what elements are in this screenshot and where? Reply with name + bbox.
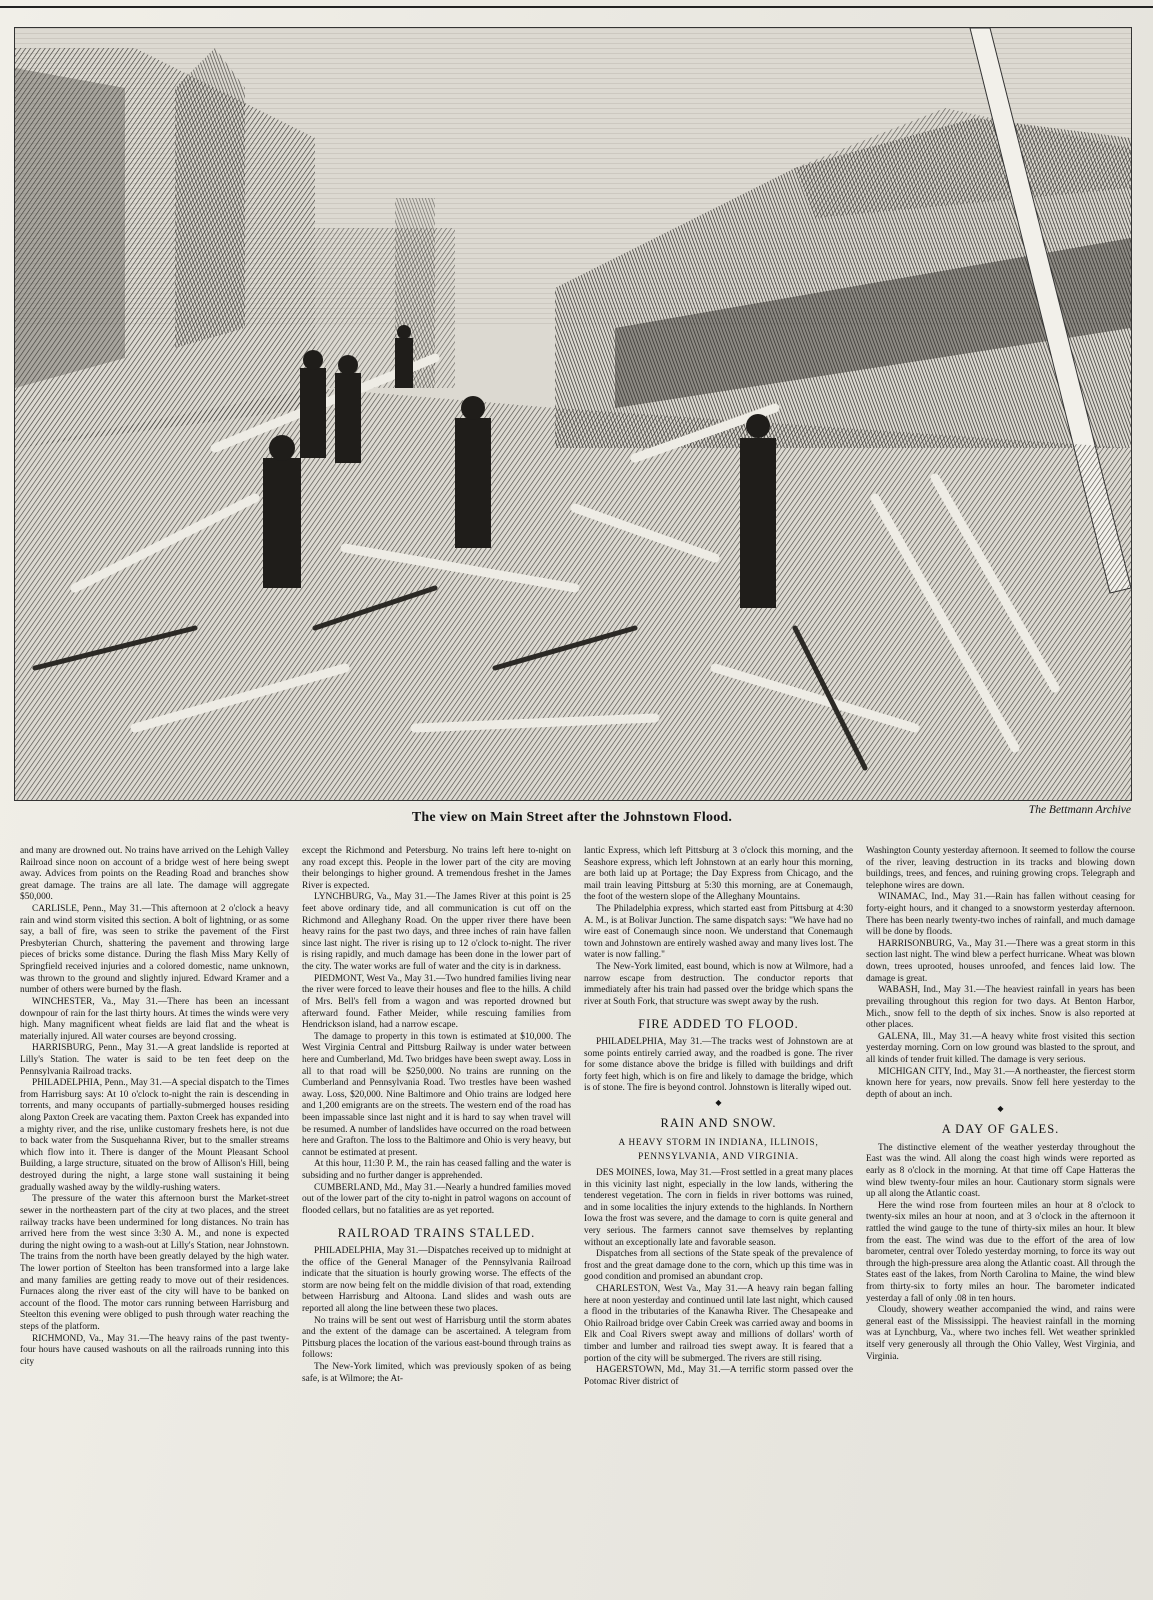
article-paragraph: GALENA, Ill., May 31.—A heavy white frost visited this section yesterday morning. Corn on low ground was blasted to the sprout, and all kinds of tender fruit killed. The damage is very serious. [866,1031,1135,1065]
section-headline: A DAY OF GALES. [941,1122,1060,1137]
article-column-3 [584,846,853,1591]
article-paragraph: MICHIGAN CITY, Ind., May 31.—A northeaster, the fiercest storm known here for years, now prevails. Snow fell here yesterday to the depth of about an inch. [866,1066,1135,1100]
article-paragraph: PHILADELPHIA, May 31.—Dispatches received up to midnight at the office of the General Manager of the Pennsylvania Railroad indicate that the situation is hourly growing worse. The effects of the storm are now being felt on the middle division of that road, extending between Harrisburg and Altoona. Land slides and wash outs are reported all along the line between these two places. [302,1245,571,1314]
article-paragraph: LYNCHBURG, Va., May 31.—The James River at this point is 25 feet above ordinary tide, and all communication is cut off on the Richmond and Alleghany Road. On the upper river there have been heavy rains for the past two days, and three inches of rain have fallen since last night. The river is rising up to 12 o'clock to-night. The river is rising rapidly, and much damage has been done in the lower part of the city. The water works are full of water and the city is in darkness. [302,892,571,973]
section-headline: RAIN AND SNOW. [660,1115,777,1130]
article-paragraph: WINCHESTER, Va., May 31.—There has been an incessant downpour of rain for the last thirty hours. At times the winds were very high. Many magnificent wheat fields are laid flat and the wheat is materially injured. All water courses are beyond crossing. [20,996,289,1042]
illustration-caption: The view on Main Street after the Johnstown Flood. [411,810,733,825]
section-headline: FIRE ADDED TO FLOOD. [638,1016,799,1031]
article-paragraph: lantic Express, which left Pittsburg at 3 o'clock this morning, and the Seashore express, which left Johnstown at an early hour this morning, are both laid up at Portage; the Day Express from Chicago, and the mail train leaving Pittsburg at 5:30 this morning, are at Conemaugh, the foot of the western slope of the Alleghany Mountains. [584,846,853,903]
article-paragraph: DES MOINES, Iowa, May 31.—Frost settled in a great many places in this vicinity last night, especially in the low lands, withering the tenderest vegetation. The corn in fields in river bottoms was ruined, and in some localities the injury extends to the highlands. In Northern Iowa the frost was severe, and the damage to corn is quite general and very serious. The farmers cannot save themselves by replanting without an exceptionally late and favorable season. [584,1167,853,1248]
article-paragraph: CHARLESTON, West Va., May 31.—A heavy rain began falling here at noon yesterday and continued until late last night, which caused a flood in the tributaries of the Kanawha River. The Chesapeake and Ohio Railroad bridge over Cabin Creek was carried away and booms in Elk and Coal Rivers swept away and millions of dollars' worth of timber and lumber and railroad ties swept away. It is feared that a portion of the city will be submerged. The rivers are still rising. [584,1284,853,1364]
article-paragraph: CARLISLE, Penn., May 31.—This afternoon at 2 o'clock a heavy rain and wind storm visited this section. A bolt of lightning, or as some say, a ball of fire, was seen to strike the pavement of the First Presbyterian Church, shattering the pavement and throwing large pieces of bricks some distance. During the flash Miss Mary Kelly of Springfield received injuries and a colored domestic, name unknown, was thrown to the ground and slightly injured. Edward Kramer and a number of others were burned by the flash. [20,904,289,996]
section-subheadline: A HEAVY STORM IN INDIANA, ILLINOIS, PENNSYLVANIA, AND VIRGINIA. [618,1137,819,1162]
article-columns [20,846,1135,1591]
article-paragraph: and many are drowned out. No trains have arrived on the Lehigh Valley Railroad since noon on account of a bridge west of here being swept away. Advices from points on the Reading Road and branches show great damage. The trains are all late. The damage will aggregate $50,000. [20,846,289,903]
article-paragraph: The damage to property in this town is estimated at $10,000. The West Virginia Central and Pittsburg Railway is under water between here and Cumberland, Md. Two bridges have been swept away. Loss in all to that road will be $250,000. No trains are running on the Cumberland and Pennsylvania Road. Two trestles have been washed away. Loss, $20,000. Nine Baltimore and Ohio trains are lodged here and 1,200 emigrants are on the streets. The western end of the road has been impassable since last night and it is hard to say when travel will be resumed. A number of landslides have occurred on the road between here and Grafton. The loss to the Baltimore and Ohio is very heavy, but cannot be estimated at present. [302,1031,571,1158]
article-paragraph: The pressure of the water this afternoon burst the Market-street sewer in the northeastern part of the city at two places, and the street railway tracks have been undermined for long distances. No train has arrived here from the west since 3:30 A. M., and none is expected during the night owing to a wash-out at Lilly's Station, near Johnstown. The trains from the north have been greatly delayed by the high water. The lower portion of Steelton has been transformed into a large lake and many families are getting ready to move out of their residences. Furnaces along the river east of the city will have to be banked on account of the flood. The motor cars running between Harrisburg and Steelton this evening were obliged to push through water reaching the steps of the platform. [20,1194,289,1332]
top-rule [0,6,1153,8]
article-paragraph: The New-York limited, east bound, which is now at Wilmore, had a narrow escape from destruction. The conductor reports that immediately after his train had passed over the bridge which spans the river at South Fork, that structure was swept away by the rush. [584,962,853,1007]
article-paragraph: At this hour, 11:30 P. M., the rain has ceased falling and the water is subsiding and no further danger is apprehended. [302,1159,571,1182]
article-paragraph: PHILADELPHIA, Penn., May 31.—A special dispatch to the Times from Harrisburg says: At 10 o'clock to-night the rain is descending in torrents, and many occupants of partially-submerged houses residing along Paxton Creek are vacating them. Paxton Creek has expanded into a mighty river, and the rise, unlike customary freshets here, is not due to back water from the Susquehanna River, but to the smaller streams which flow into it. There is danger of the Mount Pleasant School Building, a large structure, situated on the brow of Allison's Hill, being destroyed during the night, a large stone wall sustaining it being gradually washed away by the wildly-rushing waters. [20,1078,289,1193]
article-paragraph: Here the wind rose from fourteen miles an hour at 8 o'clock to twenty-six miles an hour at noon, and at 3 o'clock in the afternoon it rattled the wind gauge to the tune of thirty-six miles an hour. It blew from the east. The wind was due to the effort of the area of low barometer, central over Toledo yesterday morning, to force its way out through the high-pressure area along the Atlantic coast. All through the States east of the lakes, from North Carolina to Maine, the wind blew from thirty-six to forty miles an hour. The barometer indicated yesterday a fall of only .08 in ten hours. [866,1200,1135,1304]
article-paragraph: RICHMOND, Va., May 31.—The heavy rains of the past twenty-four hours have caused washouts on all the railroads running into this city [20,1333,289,1367]
article-paragraph: The Philadelphia express, which started east from Pittsburg at 4:30 A. M., is at Bolivar Junction. The same dispatch says: "We have had no wire east of Conemaugh since noon. We understand that Conemaugh town and Johnstown are entirely washed away and many lives lost. The water is now falling." [584,904,853,961]
article-paragraph: HARRISBURG, Penn., May 31.—A great landslide is reported at Lilly's Station. The water is said to be ten feet deep on the Pennsylvania Railroad tracks. [20,1043,289,1077]
article-paragraph: HARRISONBURG, Va., May 31.—There was a great storm in this section last night. The wind blew a perfect hurricane. Wheat was blown down, trees uprooted, houses unroofed, and fences laid low. The damage is great. [866,938,1135,984]
article-paragraph: Dispatches from all sections of the State speak of the prevalence of frost and the great damage done to the corn, which up this time was in good condition and promised an abundant crop. [584,1249,853,1283]
article-paragraph: The distinctive element of the weather yesterday throughout the East was the wind. All along the coast high winds were reported as early as 8 o'clock in the morning. At that time off Cape Hatteras the wind blew twenty-four miles an hour. Cautionary storm signals were up all along the Atlantic coast. [866,1142,1135,1200]
article-paragraph: HAGERSTOWN, Md., May 31.—A terrific storm passed over the Potomac River district of [584,1365,853,1387]
photo-credit: The Bettmann Archive [1028,804,1131,816]
section-headline: RAILROAD TRAINS STALLED. [337,1225,536,1240]
section-divider: ◆ [715,1098,722,1108]
article-column-1 [20,846,289,1591]
article-paragraph: except the Richmond and Petersburg. No trains left here to-night on any road except this. People in the lower part of the city are moving their belongings to higher ground. A tremendous freshet in the James River is expected. [302,846,571,891]
section-divider: ◆ [997,1104,1004,1114]
article-paragraph: Washington County yesterday afternoon. It seemed to follow the course of the river, leaving destruction in its tracks and blowing down buildings, trees, and fences, and ruining growing crops. Telegraph and telephone wires are down. [866,846,1135,891]
article-paragraph: PHILADELPHIA, May 31.—The tracks west of Johnstown are at some points entirely carried away, and the roadbed is gone. The river for some distance above the bridge is filled with buildings and drift forty feet high, which is on fire and likely to damage the bridge, which is of stone. The fire is beyond control. Johnstown is literally wiped out. [584,1036,853,1094]
article-paragraph: The New-York limited, which was previously spoken of as being safe, is at Wilmore; the At- [302,1362,571,1384]
flood-engraving-illustration [14,27,1132,801]
article-column-2 [302,846,571,1591]
article-paragraph: CUMBERLAND, Md., May 31.—Nearly a hundred families moved out of the lower part of the city to-night in patrol wagons on account of flooded cellars, but no fatalities are as yet reported. [302,1182,571,1216]
article-paragraph: No trains will be sent out west of Harrisburg until the storm abates and the extent of the damage can be ascertained. A telegram from Pittsburg places the location of the various east-bound through trains as follows: [302,1315,571,1361]
article-paragraph: WINAMAC, Ind., May 31.—Rain has fallen without ceasing for forty-eight hours, and it changed to a snowstorm yesterday afternoon. There has been nearly twenty-two inches of rainfall, and much damage will be done by floods. [866,892,1135,938]
article-paragraph: WABASH, Ind., May 31.—The heaviest rainfall in years has been prevailing throughout this region for two days. At Benton Harbor, Mich., snow fell to the depth of six inches. Snow is also reported at other places. [866,985,1135,1031]
article-column-4 [866,846,1135,1591]
article-paragraph: PIEDMONT, West Va., May 31.—Two hundred families living near the river were forced to leave their houses and flee to the hills. A child of Mrs. Bell's fell from a wagon and was reported drowned but afterward found. Father Meider, while rescuing families from Hendrickson island, had a narrow escape. [302,973,571,1031]
article-paragraph: Cloudy, showery weather accompanied the wind, and rains were general east of the Mississippi. The heaviest rainfall in the morning was at Lynchburg, Va., where two inches fell. Wet weather sprinkled itself very generously all through the Ohio Valley, West Virginia, and Virginia. [866,1305,1135,1362]
